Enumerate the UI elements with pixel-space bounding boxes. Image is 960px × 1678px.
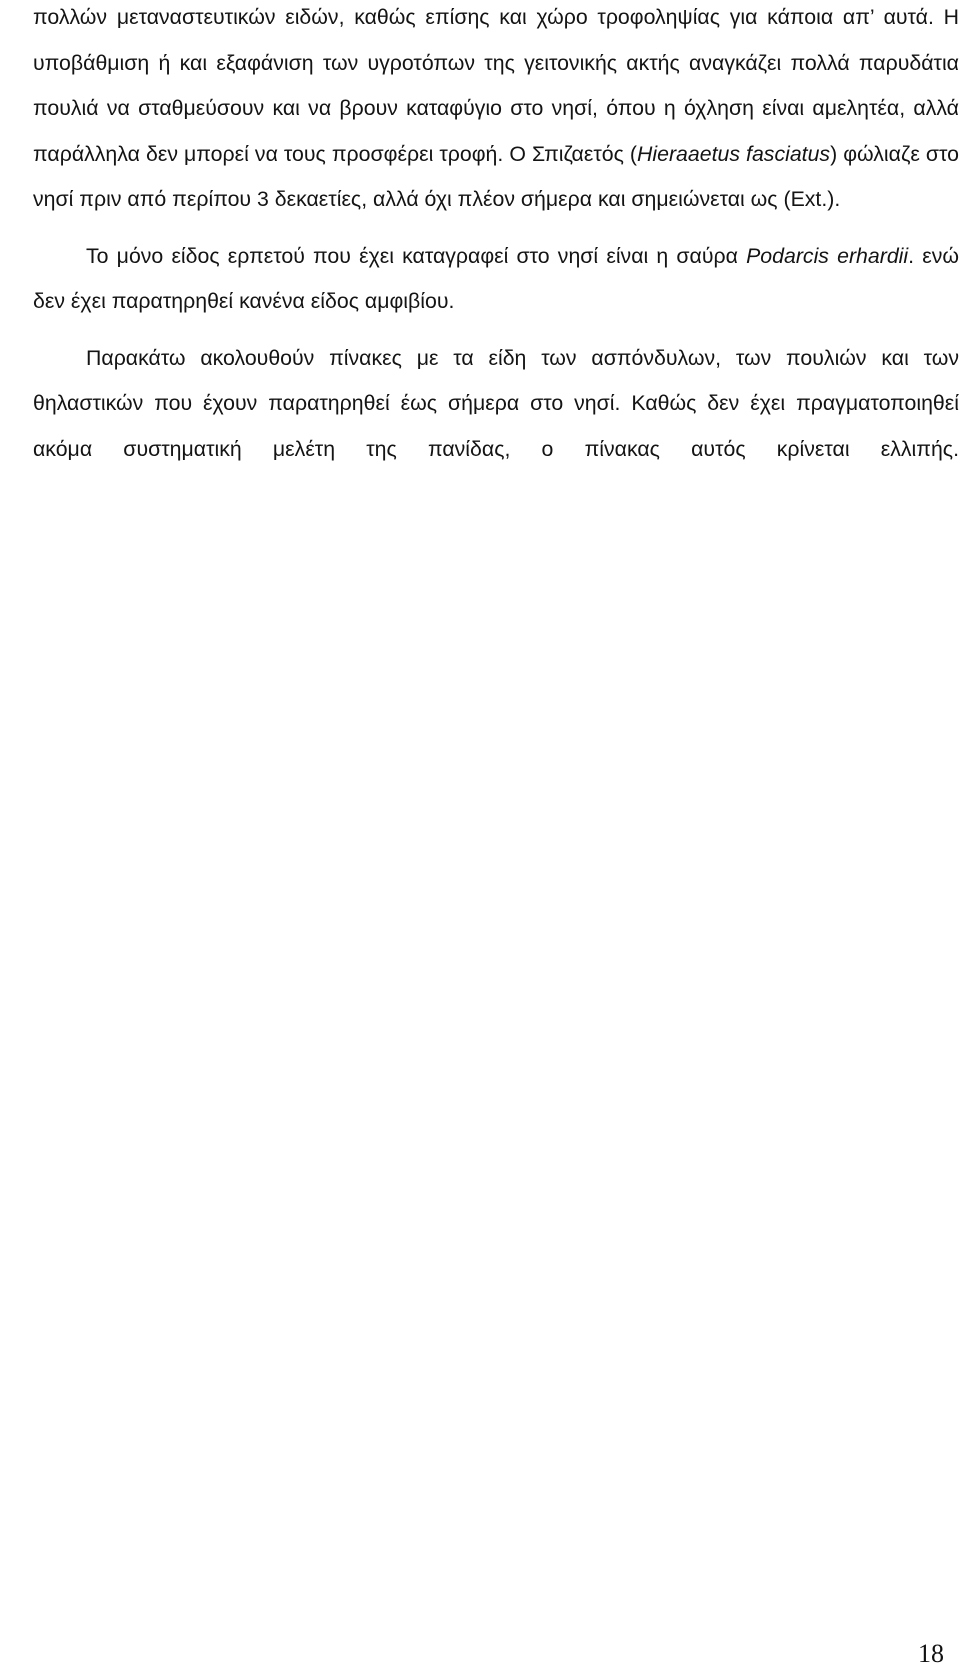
paragraph-2-text-end: . ενώ δεν έχει παρατηρηθεί κανένα είδος αμφιβίου. — [33, 243, 959, 313]
species-name-podarcis: Podarcis erhardii — [746, 243, 909, 268]
species-name-hieraaetus: Hieraaetus fasciatus — [636, 141, 831, 166]
paragraph-1-text-end: ) φώλιαζε στο νησί πριν από περίπου 3 δεκαετίες, αλλά όχι πλέον σήμερα και σημειώνεται ως (Ext.). — [33, 141, 959, 211]
paragraph-migratory-birds — [33, 0, 959, 223]
paragraph-1-text: πολλών μεταναστευτικών ειδών, καθώς επίσης και χώρο τροφοληψίας για κάποια απ’ αυτά. Η υποβάθμιση ή και εξαφάνιση των υγροτόπων της γειτονικής ακτής αναγκάζει πολλά παρυδάτια πουλιά να σταθμεύσουν και να βρουν καταφύγιο στο νησί, όπου η όχληση είναι αμελητέα, αλλά παράλληλα δεν μπορεί να τους προσφέρει τροφή. Ο Σπιζαετός ( — [33, 5, 959, 166]
paragraph-2-text: Το μόνο είδος ερπετού που έχει καταγραφεί στο νησί είναι η σαύρα — [86, 243, 747, 268]
page-number: 18 — [918, 1639, 944, 1668]
paragraph-reptiles — [33, 234, 959, 325]
paragraph-3-text: Παρακάτω ακολουθούν πίνακες με τα είδη των ασπόνδυλων, των πουλιών και των θηλαστικών που έχουν παρατηρηθεί έως σήμερα στο νησί. Καθώς δεν έχει πραγματοποιηθεί ακόμα συστηματική μελέτη της πανίδας, ο πίνακας αυτός κρίνεται ελλιπής. — [33, 345, 959, 461]
paragraph-tables-intro — [33, 336, 959, 473]
body-text — [33, 0, 959, 483]
